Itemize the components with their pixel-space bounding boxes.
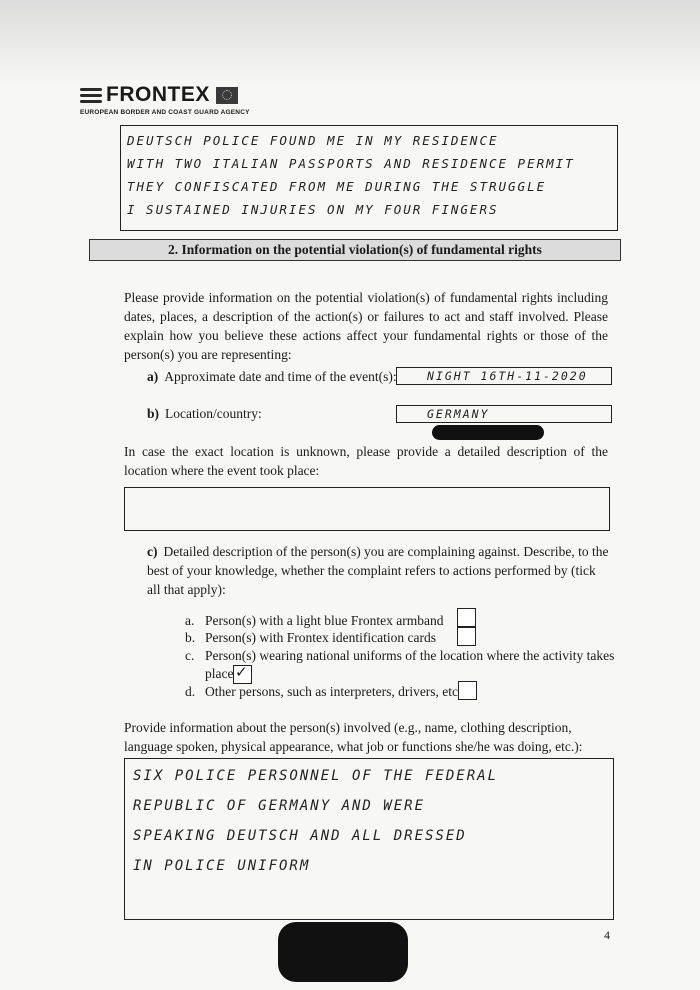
location-country-value: GERMANY: [427, 407, 490, 421]
option-other-persons: [185, 684, 458, 700]
option-letter: d.: [185, 684, 196, 699]
option-frontex-armband: [185, 613, 443, 629]
checkbox-frontex-armband[interactable]: [457, 608, 476, 627]
option-label: Person(s) wearing national uniforms of the location where the activity takes: [205, 648, 615, 663]
option-letter: c.: [185, 648, 195, 663]
option-label: Person(s) with a light blue Frontex armband: [205, 613, 444, 628]
option-letter: b.: [185, 630, 196, 645]
location-description-field[interactable]: [124, 487, 610, 531]
handwritten-line: REPUBLIC OF GERMANY AND WERE: [133, 798, 426, 814]
handwritten-line: THEY CONFISCATED FROM ME DURING THE STRUGGLE: [127, 179, 547, 194]
checkbox-other-persons[interactable]: [458, 681, 477, 700]
date-time-field[interactable]: [396, 367, 612, 385]
date-time-value: NIGHT 16TH-11-2020: [427, 369, 588, 383]
location-country-field[interactable]: [396, 405, 612, 423]
handwritten-incident-box[interactable]: [120, 125, 618, 231]
option-label: Other persons, such as interpreters, drivers, etc: [205, 684, 459, 699]
waves-icon: [80, 85, 102, 106]
question-a-label: Approximate date and time of the event(s):: [164, 369, 397, 384]
question-b: [147, 406, 262, 422]
option-frontex-id-cards: [185, 630, 436, 646]
checkbox-frontex-id-cards[interactable]: [457, 627, 476, 646]
question-b-letter: b): [147, 406, 160, 421]
handwritten-line: IN POLICE UNIFORM: [133, 858, 311, 874]
handwritten-line: I SUSTAINED INJURIES ON MY FOUR FINGERS: [127, 202, 499, 217]
eu-flag-icon: [216, 87, 238, 104]
question-b-label: Location/country:: [165, 406, 262, 421]
handwritten-line: DEUTSCH POLICE FOUND ME IN MY RESIDENCE: [127, 133, 499, 148]
scan-shadow: [0, 0, 700, 85]
location-paragraph: In case the exact location is unknown, please provide a detailed description of the location where the event took place:: [124, 444, 608, 478]
checkmark-icon: ✓: [235, 663, 248, 681]
option-label: Person(s) with Frontex identification cards: [205, 630, 436, 645]
handwritten-line: SIX POLICE PERSONNEL OF THE FEDERAL: [133, 768, 499, 784]
checkbox-national-uniforms[interactable]: [233, 665, 252, 684]
handwritten-line: SPEAKING DEUTSCH AND ALL DRESSED: [133, 828, 467, 844]
question-a-letter: a): [147, 369, 159, 384]
frontex-logo: [80, 83, 250, 116]
handwritten-line: WITH TWO ITALIAN PASSPORTS AND RESIDENCE PERMIT: [127, 156, 575, 171]
section-header: 2. Information on the potential violation(s) of fundamental rights: [89, 239, 621, 261]
question-c-letter: c): [147, 544, 158, 559]
logo-wordmark: FRONTEX: [106, 83, 210, 106]
logo-subtitle: EUROPEAN BORDER AND COAST GUARD AGENCY: [80, 109, 250, 116]
redaction-mark: [278, 922, 408, 982]
option-national-uniforms: [185, 648, 614, 664]
intro-paragraph: Please provide information on the potential violation(s) of fundamental rights including dates, places, a description of the action(s) or failures to act and staff involved. Please explain how you believe these actions affect your fundamental rights or those of the person(s) you are representing:: [124, 290, 608, 362]
option-national-uniforms-cont: place: [205, 666, 234, 681]
question-c: [147, 542, 609, 599]
option-letter: a.: [185, 613, 195, 628]
question-c-text: Detailed description of the person(s) you are complaining against. Describe, to the best of your knowledge, whether the complaint refers to actions performed by (tick all that apply):: [147, 544, 609, 597]
redaction-mark: [432, 425, 544, 440]
persons-paragraph: Provide information about the person(s) involved (e.g., name, clothing description, language spoken, physical appearance, what job or functions she/he was doing, etc.):: [124, 720, 583, 754]
question-a: [147, 369, 397, 385]
handwritten-persons-box[interactable]: [124, 758, 614, 920]
page-number: 4: [604, 928, 610, 942]
